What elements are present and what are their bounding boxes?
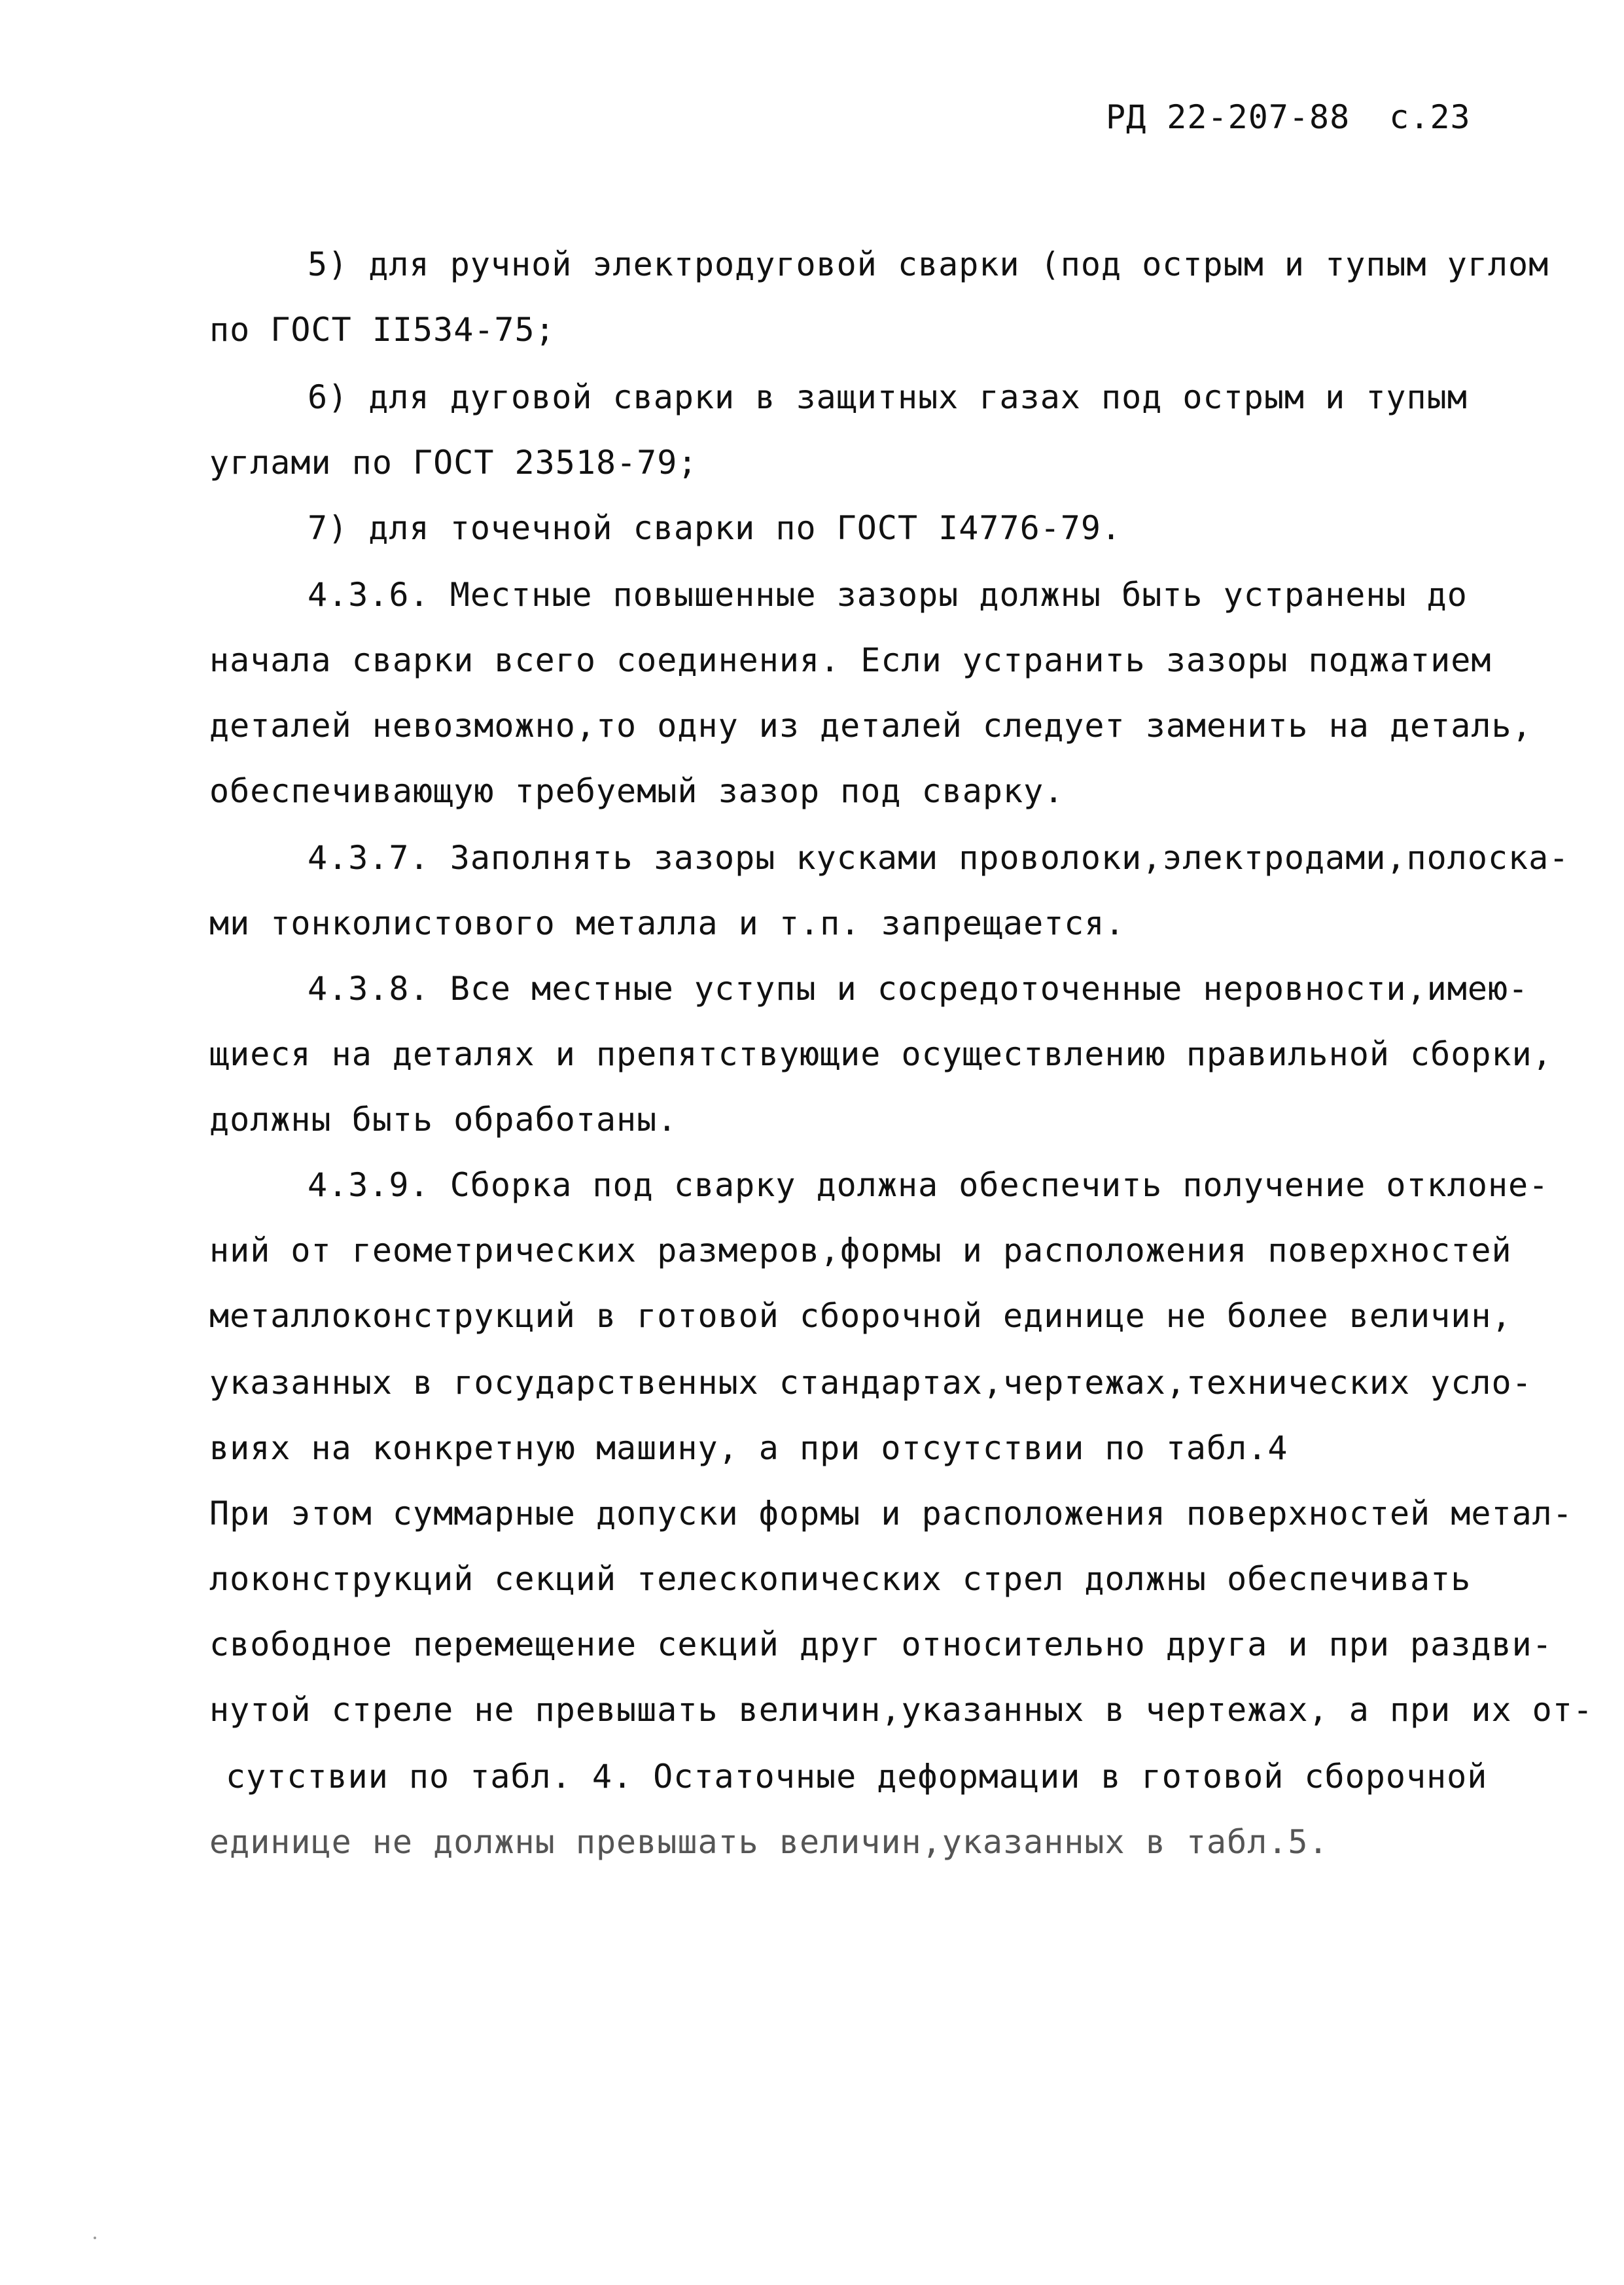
text-line: 4.3.8. Все местные уступы и сосредоточенные неровности,имею- (308, 970, 1529, 1008)
text-line: 5) для ручной электродуговой сварки (под острым и тупым углом (308, 245, 1549, 283)
document-code: РД 22-207-88 (1106, 98, 1350, 136)
text-line: щиеся на деталях и препятствующие осуществлению правильной сборки, (209, 1035, 1553, 1073)
text-line: ми тонколистового металла и т.п. запрещается. (209, 904, 1125, 942)
scan-speck (94, 2237, 96, 2239)
text-line: 7) для точечной сварки по ГОСТ I4776-79. (308, 509, 1122, 547)
text-line: начала сварки всего соединения. Если устранить зазоры поджатием (209, 641, 1492, 679)
text-line: виях на конкретную машину, а при отсутствии по табл.4 (209, 1429, 1288, 1467)
page-number: с.23 (1389, 98, 1471, 136)
text-line: При этом суммарные допуски формы и расположения поверхностей метал- (209, 1495, 1573, 1532)
text-line: углами по ГОСТ 23518-79; (209, 444, 698, 482)
text-line: свободное перемещение секций друг относительно друга и при раздви- (209, 1625, 1553, 1663)
text-line: единице не должны превышать величин,указанных в табл.5. (209, 1823, 1329, 1861)
text-line: 4.3.7. Заполнять зазоры кусками проволоки,электродами,полоска- (308, 839, 1570, 877)
text-line: по ГОСТ II534-75; (209, 311, 556, 349)
text-line: указанных в государственных стандартах,чертежах,технических усло- (209, 1364, 1532, 1402)
text-line: локонструкций секций телескопических стрел должны обеспечивать (209, 1560, 1472, 1598)
text-line: 4.3.9. Сборка под сварку должна обеспечить получение отклоне- (308, 1166, 1549, 1204)
text-line: должны быть обработаны. (209, 1101, 678, 1139)
text-line: ний от геометрических размеров,формы и расположения поверхностей (209, 1231, 1512, 1269)
text-line: 6) для дуговой сварки в защитных газах под острым и тупым (308, 378, 1468, 416)
text-line: обеспечивающую требуемый зазор под сварку. (209, 772, 1065, 810)
text-line: деталей невозможно,то одну из деталей следует заменить на деталь, (209, 707, 1532, 745)
text-line: сутствии по табл. 4. Остаточные деформации в готовой сборочной (226, 1758, 1488, 1796)
page-header (1106, 98, 1471, 136)
text-line: 4.3.6. Местные повышенные зазоры должны быть устранены до (308, 576, 1468, 614)
text-line: нутой стреле не превышать величин,указанных в чертежах, а при их от- (209, 1691, 1593, 1729)
text-line: металлоконструкций в готовой сборочной единице не более величин, (209, 1297, 1512, 1335)
